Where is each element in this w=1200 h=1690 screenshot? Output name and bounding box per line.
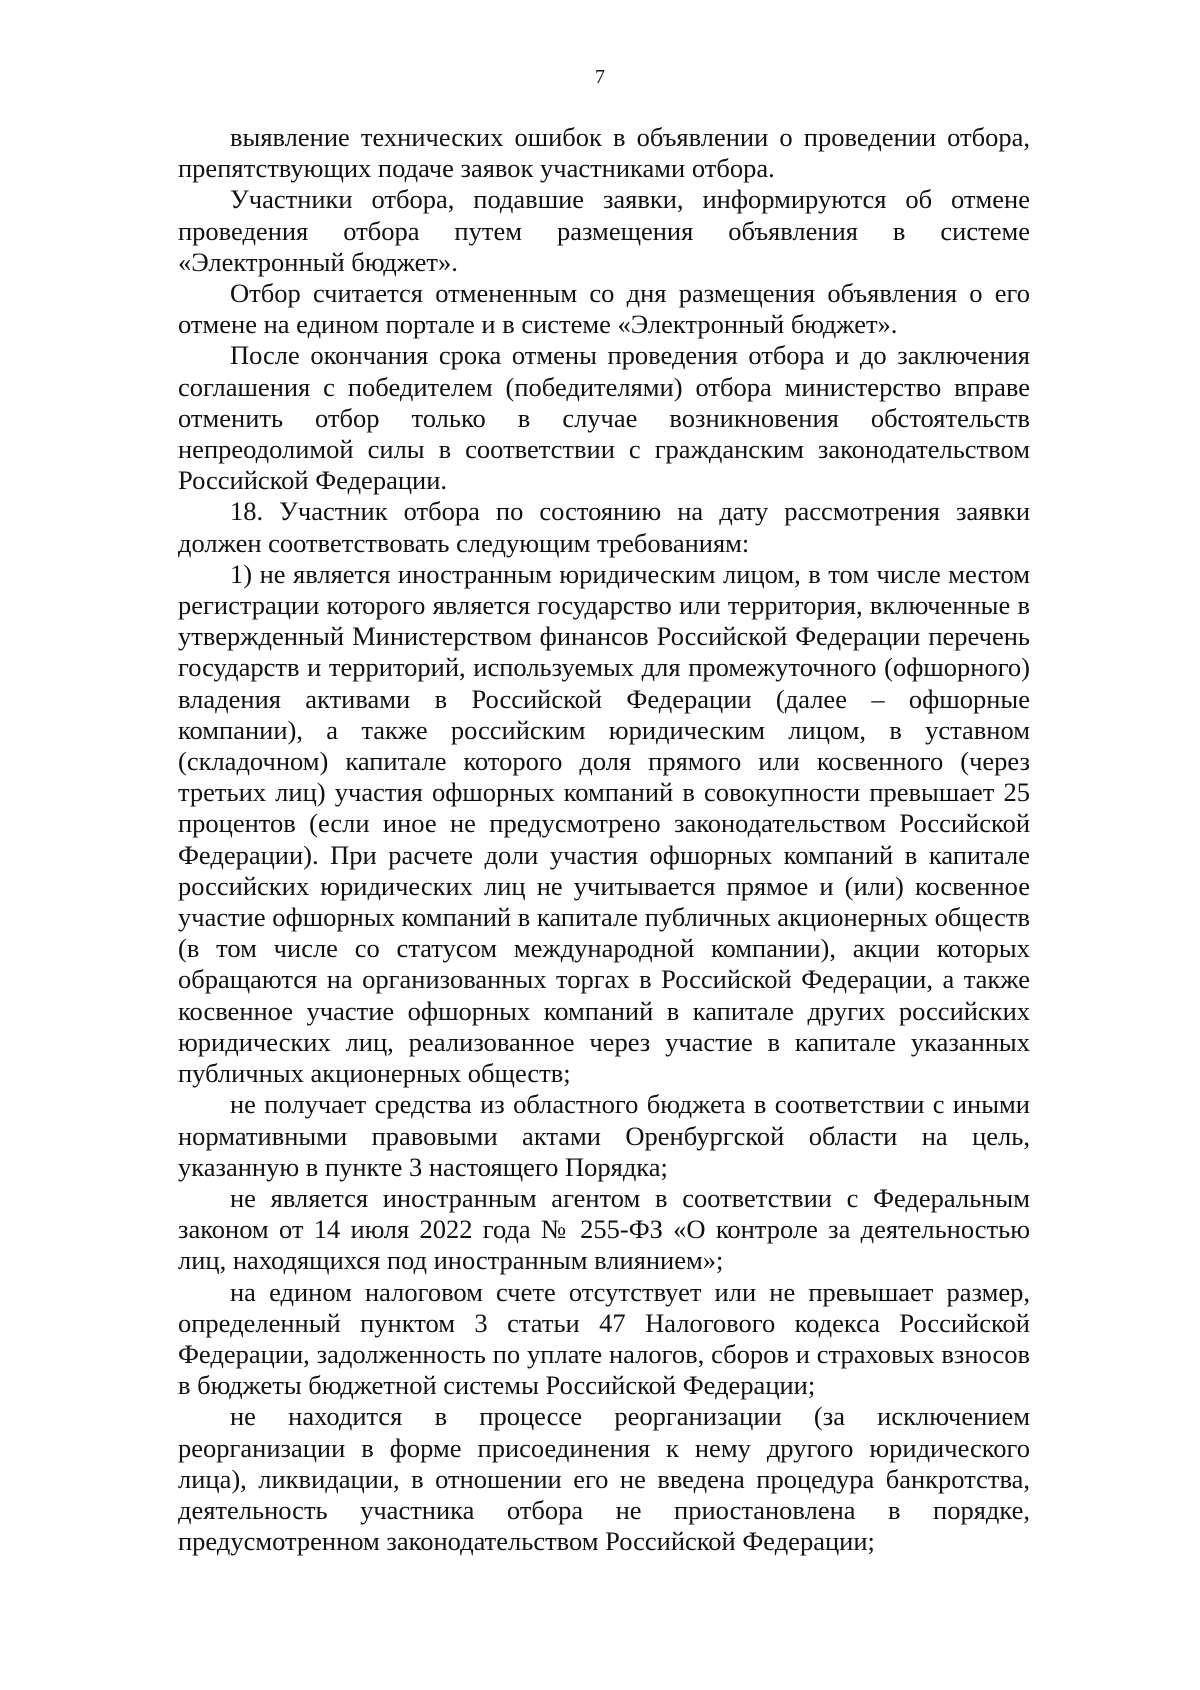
paragraph: выявление технических ошибок в объявлении о проведении отбора, препятствующих подаче заявок участниками отбора. — [178, 122, 1030, 184]
paragraph: не является иностранным агентом в соответствии с Федеральным законом от 14 июля 2022 года № 255-ФЗ «О контроле за деятельностью лиц, находящихся под иностранным влиянием»; — [178, 1182, 1030, 1276]
paragraph: на едином налоговом счете отсутствует или не превышает размер, определенный пунктом 3 статьи 47 Налогового кодекса Российской Федерации, задолженность по уплате налогов, сборов и страховых взносов в бюджеты бюджетной системы Российской Федерации; — [178, 1276, 1030, 1401]
paragraph: Отбор считается отмененным со дня размещения объявления о его отмене на едином портале и в системе «Электронный бюджет». — [178, 278, 1030, 340]
paragraph: не находится в процессе реорганизации (за исключением реорганизации в форме присоединения к нему другого юридического лица), ликвидации, в отношении его не введена процедура банкротства, деятельность участника отбора не приостановлена в порядке, предусмотренном законодательством Российской Федерации; — [178, 1401, 1030, 1557]
paragraph: После окончания срока отмены проведения отбора и до заключения соглашения с победителем (победителями) отбора министерство вправе отменить отбор только в случае возникновения обстоятельств непреодолимой силы в соответствии с гражданским законодательством Российской Федерации. — [178, 340, 1030, 496]
paragraph: Участники отбора, подавшие заявки, информируются об отмене проведения отбора путем размещения объявления в системе «Электронный бюджет». — [178, 184, 1030, 277]
paragraph: 1) не является иностранным юридическим лицом, в том числе местом регистрации которого является государство или территория, включенные в утвержденный Министерством финансов Российской Федерации перечень государств и территорий, используемых для промежуточного (офшорного) владения активами в Российской Федерации (далее – офшорные компании), а также российским юридическим лицом, в уставном (складочном) капитале которого доля прямого или косвенного (через третьих лиц) участия офшорных компаний в совокупности превышает 25 процентов (если иное не предусмотрено законодательством Российской Федерации). При расчете доли участия офшорных компаний в капитале российских юридических лиц не учитывается прямое и (или) косвенное участие офшорных компаний в капитале публичных акционерных обществ (в том числе со статусом международной компании), акции которых обращаются на организованных торгах в Российской Федерации, а также косвенное участие офшорных компаний в капитале других российских юридических лиц, реализованное через участие в капитале указанных публичных акционерных обществ; — [178, 558, 1030, 1089]
document-body — [178, 122, 1030, 1557]
paragraph: 18. Участник отбора по состоянию на дату рассмотрения заявки должен соответствовать следующим требованиям: — [178, 496, 1030, 558]
page-number: 7 — [595, 66, 605, 88]
paragraph: не получает средства из областного бюджета в соответствии с иными нормативными правовыми актами Оренбургской области на цель, указанную в пункте 3 настоящего Порядка; — [178, 1089, 1030, 1182]
